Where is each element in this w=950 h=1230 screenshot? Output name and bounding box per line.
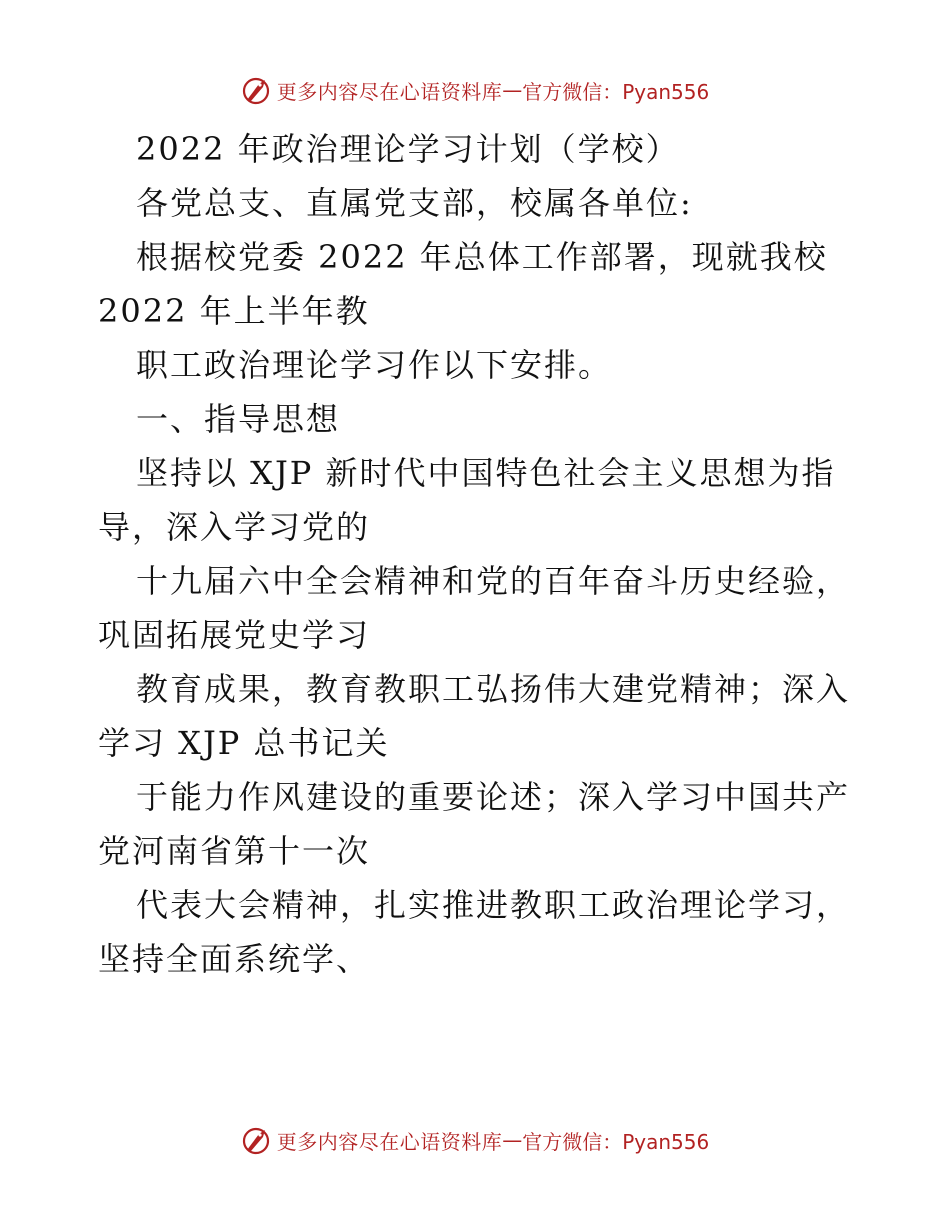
footer-banner-separator: — <box>502 1128 523 1152</box>
header-banner-wechat: 官方微信：Pyan556 <box>522 79 710 104</box>
document-line: 代表大会精神，扎实推进教职工政治理论学习， <box>136 886 851 924</box>
header-banner-text: 更多内容尽在心语资料库 <box>276 79 503 104</box>
document-title: 2022 年政治理论学习计划（学校） <box>136 130 680 168</box>
pen-nib-logo-icon <box>241 74 273 106</box>
document-line: 学习 XJP 总书记关 <box>98 724 390 762</box>
document-line: 教育成果，教育教职工弘扬伟大建党精神；深入 <box>136 670 851 708</box>
pen-nib-logo-icon <box>241 1124 273 1156</box>
footer-banner-wechat: 官方微信：Pyan556 <box>522 1129 710 1154</box>
document-line: 十九届六中全会精神和党的百年奋斗历史经验， <box>136 562 851 600</box>
document-line: 党河南省第十一次 <box>98 832 371 870</box>
footer-banner <box>0 1120 950 1160</box>
header-banner-separator: — <box>502 78 523 102</box>
section-heading: 一、指导思想 <box>136 400 341 438</box>
document-line: 根据校党委 2022 年总体工作部署，现就我校 <box>136 238 828 276</box>
document-line: 2022 年上半年教 <box>98 292 370 330</box>
document-line: 坚持全面系统学、 <box>98 940 371 978</box>
document-body <box>98 122 878 986</box>
document-line: 坚持以 XJP 新时代中国特色社会主义思想为指 <box>136 454 836 492</box>
document-line: 导，深入学习党的 <box>98 508 371 546</box>
document-line: 巩固拓展党史学习 <box>98 616 371 654</box>
document-line: 于能力作风建设的重要论述；深入学习中国共产 <box>136 778 851 816</box>
footer-banner-text: 更多内容尽在心语资料库 <box>276 1129 503 1154</box>
document-line: 职工政治理论学习作以下安排。 <box>136 346 613 384</box>
document-line: 各党总支、直属党支部，校属各单位: <box>136 184 693 222</box>
header-banner <box>0 70 950 110</box>
